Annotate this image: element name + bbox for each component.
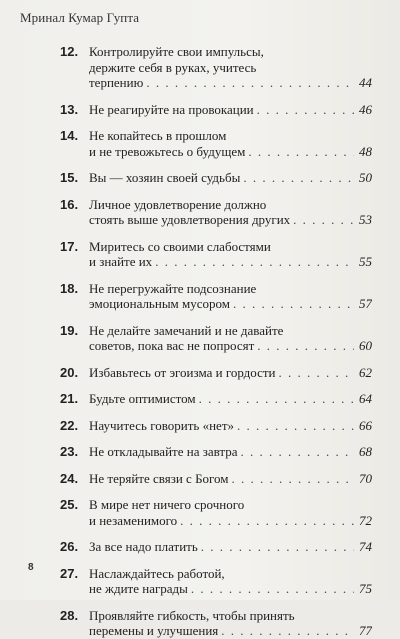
entry-title-last-line (89, 144, 372, 160)
entry-title-text: не ждите награды (89, 581, 188, 596)
entry-title-line: Проявляйте гибкость, чтобы принять (89, 607, 295, 623)
entry-title-text: Не откладывайте на завтра (89, 444, 238, 459)
entry-title-last-line (89, 102, 372, 118)
entry-number: 26. (60, 539, 79, 554)
entry-title-text: За все надо платить (89, 539, 198, 554)
entry-title-line: Не копайтесь в прошлом (89, 128, 227, 143)
entry-title-line: держите себя в руках, учитесь (89, 59, 257, 75)
entry-page-number: 68 (359, 444, 372, 459)
entry-page-number: 46 (359, 101, 372, 117)
dot-leader (257, 102, 354, 118)
entry-title-last-line (89, 212, 372, 228)
entry-title-text: и не тревожьтесь о будущем (89, 143, 246, 159)
entry-title-text: перемены и улучшения (89, 623, 219, 638)
dot-leader (180, 513, 354, 529)
entry-title-last-line (89, 471, 372, 487)
dot-leader (257, 338, 354, 354)
entry-number: 20. (60, 364, 79, 380)
running-head: Мринал Кумар Гупта (20, 10, 140, 25)
entry-title-last-line (89, 365, 372, 381)
entry-number: 24. (60, 470, 79, 486)
dot-leader (237, 418, 354, 434)
entry-number: 12. (60, 44, 79, 59)
dot-leader (155, 254, 354, 270)
entry-page-number: 70 (359, 470, 372, 486)
entry-number: 23. (60, 444, 79, 459)
entry-title-text: советов, пока вас не попросят (89, 338, 255, 353)
entry-page-number: 66 (359, 417, 372, 433)
dot-leader (243, 170, 354, 186)
entry-title-text: терпению (89, 75, 144, 90)
entry-title-text: эмоциональным мусором (89, 296, 231, 311)
entry-title-last-line (89, 513, 372, 529)
entry-number: 25. (60, 497, 79, 512)
entry-title-last-line (89, 75, 372, 91)
entry-title-last-line (89, 581, 372, 597)
entry-title-last-line (89, 170, 372, 186)
entry-title-line: Не делайте замечаний и не давайте (89, 322, 284, 338)
entry-number: 15. (60, 170, 79, 185)
entry-number: 28. (60, 607, 79, 623)
entry-page-number: 44 (359, 75, 372, 90)
entry-page-number: 77 (359, 623, 372, 638)
entry-title-line: Не перегружайте подсознание (89, 280, 257, 296)
dot-leader (279, 365, 354, 381)
entry-title-text: и незаменимого (89, 512, 178, 528)
entry-title-text: Вы — хозяин своей судьбы (89, 170, 241, 185)
dot-leader (146, 75, 354, 91)
entry-page-number: 75 (359, 581, 372, 596)
entry-title-last-line (89, 539, 372, 555)
entry-title-text: Научитесь говорить «нет» (89, 417, 234, 433)
page-number: 8 (28, 562, 34, 573)
entry-title-line: Миритесь со своими слабостями (89, 238, 271, 254)
entry-title-last-line (89, 623, 372, 639)
entry-page-number: 53 (359, 212, 372, 227)
entry-title-last-line (89, 338, 372, 354)
entry-page-number: 74 (359, 539, 372, 554)
entry-page-number: 72 (359, 512, 372, 528)
entry-number: 18. (60, 280, 79, 296)
dot-leader (233, 296, 354, 312)
entry-page-number: 55 (359, 254, 372, 269)
entry-title-text: Будьте оптимистом (89, 391, 196, 406)
entry-number: 16. (60, 196, 79, 212)
dot-leader (191, 581, 354, 597)
entry-number: 21. (60, 391, 79, 406)
entry-number: 27. (60, 565, 79, 581)
entry-title-text: Не теряйте связи с Богом (89, 470, 229, 486)
dot-leader (199, 391, 354, 407)
entry-title-line: В мире нет ничего срочного (89, 497, 245, 512)
entry-title-text: Не реагируйте на провокации (89, 101, 254, 117)
dot-leader (201, 539, 354, 555)
entry-title-line: Личное удовлетворение должно (89, 196, 267, 212)
entry-title-last-line (89, 296, 372, 312)
dot-leader (248, 144, 354, 160)
entry-title-text: стоять выше удовлетворения других (89, 212, 291, 227)
entry-number: 13. (60, 101, 79, 117)
entry-number: 19. (60, 322, 79, 338)
entry-title-line: Контролируйте свои импульсы, (89, 44, 264, 59)
entry-title-last-line (89, 444, 372, 460)
entry-number: 17. (60, 238, 79, 254)
entry-page-number: 62 (359, 364, 372, 380)
dot-leader (293, 212, 354, 228)
entry-title-last-line (89, 418, 372, 434)
entry-title-last-line (89, 391, 372, 407)
entry-page-number: 50 (359, 170, 372, 185)
dot-leader (232, 471, 354, 487)
entry-page-number: 48 (359, 143, 372, 159)
entry-page-number: 60 (359, 338, 372, 353)
entry-number: 22. (60, 417, 79, 433)
dot-leader (241, 444, 354, 460)
entry-title-last-line (89, 254, 372, 270)
entry-title-text: и знайте их (89, 254, 153, 269)
entry-number: 14. (60, 128, 79, 143)
entry-title-line: Наслаждайтесь работой, (89, 565, 225, 581)
dot-leader (221, 623, 354, 639)
entry-page-number: 57 (359, 296, 372, 311)
entry-title-text: Избавьтесь от эгоизма и гордости (89, 364, 276, 380)
entry-page-number: 64 (359, 391, 372, 406)
